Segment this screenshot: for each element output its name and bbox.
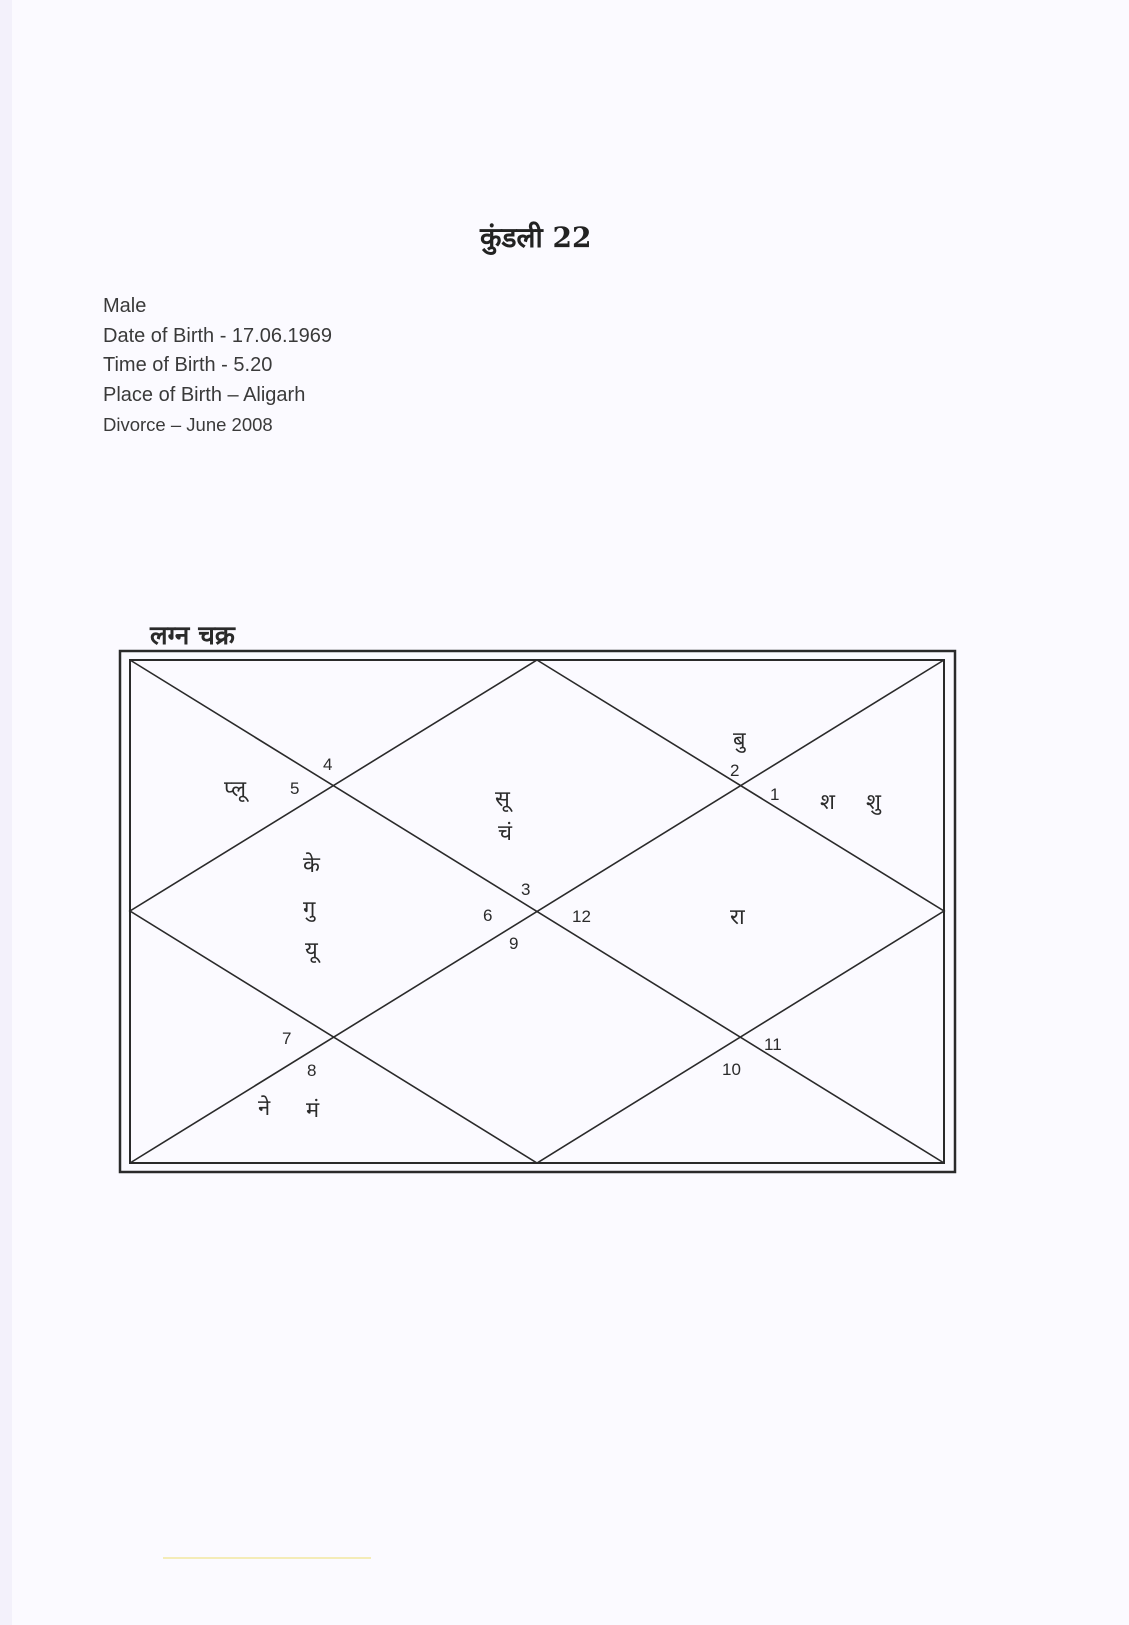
house-number-3: 3 xyxy=(521,880,531,899)
planet-mangal: मं xyxy=(306,1098,320,1123)
planet-guru: गु xyxy=(303,897,316,922)
house-number-5: 5 xyxy=(290,779,300,798)
planet-surya: सू xyxy=(495,787,510,812)
place-of-birth-text: Place of Birth – Aligarh xyxy=(103,383,306,406)
planet-neptune: ने xyxy=(258,1096,271,1121)
planet-budh: बु xyxy=(733,728,746,753)
planet-uranus: यू xyxy=(305,938,318,963)
house-number-10: 10 xyxy=(722,1060,741,1079)
house-number-11: 11 xyxy=(764,1035,782,1054)
chart-title: लग्न चक्र xyxy=(150,621,235,651)
planet-rahu: रा xyxy=(730,905,745,930)
house-number-2: 2 xyxy=(730,761,740,780)
house-number-1: 1 xyxy=(770,785,780,804)
house-number-6: 6 xyxy=(483,906,493,925)
gender-text: Male xyxy=(103,295,147,317)
planet-shani: श xyxy=(820,790,835,815)
planet-shukra: शु xyxy=(866,790,881,815)
date-of-birth-text: Date of Birth - 17.06.1969 xyxy=(103,324,333,347)
house-number-9: 9 xyxy=(509,934,519,953)
planet-chandra: चं xyxy=(498,821,512,846)
highlight-mark xyxy=(163,1557,371,1559)
house-number-7: 7 xyxy=(282,1029,292,1048)
planet-ketu: के xyxy=(303,853,320,878)
divorce-text: Divorce – June 2008 xyxy=(103,414,273,435)
house-number-12: 12 xyxy=(572,907,591,926)
house-number-4: 4 xyxy=(323,755,333,774)
page-title: कुंडली 22 xyxy=(480,221,592,254)
time-of-birth-text: Time of Birth - 5.20 xyxy=(103,354,273,376)
planet-pluto: प्लू xyxy=(224,777,247,802)
house-number-8: 8 xyxy=(307,1061,317,1080)
